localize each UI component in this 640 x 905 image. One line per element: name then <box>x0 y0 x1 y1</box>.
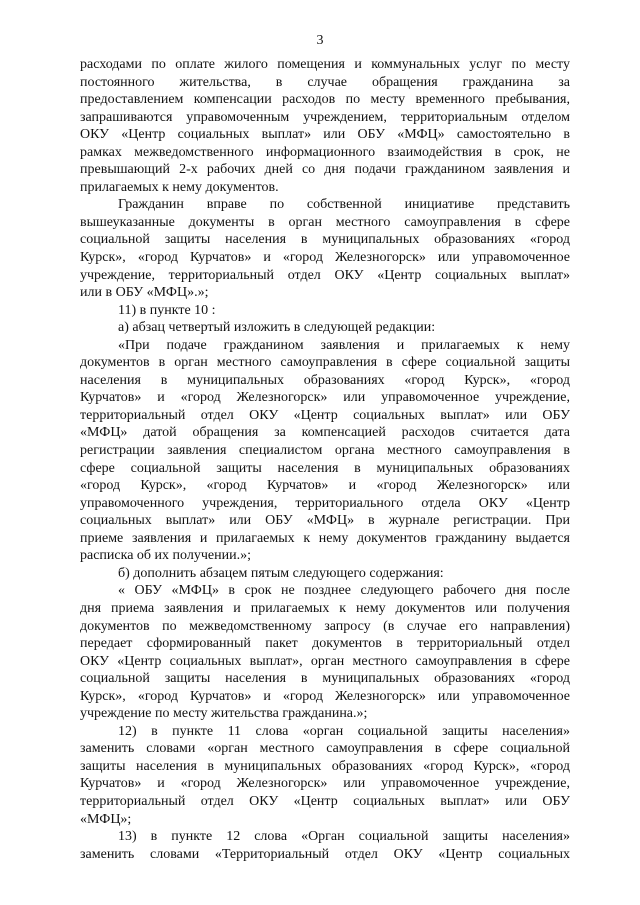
text-line: расписка об их получении.»; <box>80 548 251 564</box>
text-line: Курск», «город Курчатов» и «город Железногорск» или управомоченное <box>80 688 570 704</box>
text-line: или в ОБУ «МФЦ».»; <box>80 285 209 301</box>
text-line: заменить словами «орган местного самоуправления в сфере социальной <box>80 741 570 757</box>
text-line: «МФЦ» датой обращения за компенсацией расходов считается дата <box>80 425 570 441</box>
text-line: « ОБУ «МФЦ» в срок не позднее следующего рабочего дня после <box>118 583 570 599</box>
text-line: вышеуказанные документы в орган местного самоуправления в сфере <box>80 214 570 230</box>
text-line: заменить словами «Территориальный отдел ОКУ «Центр социальных <box>80 846 570 862</box>
text-line: документов по межведомственному запросу (в случае его направления) <box>80 618 570 634</box>
text-line: управомоченного учреждения, территориального отдела ОКУ «Центр <box>80 495 570 511</box>
text-line: защиты населения в муниципальных образованиях «город Курск», «город <box>80 758 570 774</box>
text-line: 13) в пункте 12 слова «Орган социальной защиты населения» <box>118 829 570 845</box>
text-line: передает сформированный пакет документов в территориальный отдел <box>80 636 570 652</box>
text-line: запрашиваются управомоченным учреждением, территориальным отделом <box>80 109 570 125</box>
text-line: социальной защиты населения в муниципальных образованиях «город <box>80 232 570 248</box>
document-body <box>80 56 570 863</box>
text-line: учреждение по месту жительства гражданина.»; <box>80 706 368 722</box>
text-line: дня приема заявления и прилагаемых к нему документов или получения <box>80 600 570 616</box>
text-line: «город Курск», «город Курчатов» и «город Железногорск» или <box>80 478 570 494</box>
text-line: превышающий 2-х рабочих дней со дня подачи гражданином заявления и <box>80 162 570 178</box>
text-line: рамках межведомственного информационного взаимодействия в срок, не <box>80 144 570 160</box>
text-line: Гражданин вправе по собственной инициативе представить <box>118 197 570 213</box>
text-line: ОКУ «Центр социальных выплат», орган местного самоуправления в сфере <box>80 653 570 669</box>
text-line: Курчатов» и «город Железногорск» или управомоченное учреждение, <box>80 390 570 406</box>
text-line: сфере социальной защиты населения в муниципальных образованиях <box>80 460 570 476</box>
text-line: б) дополнить абзацем пятым следующего содержания: <box>118 565 444 581</box>
text-line: территориальный отдел ОКУ «Центр социальных выплат» или ОБУ <box>80 793 570 809</box>
text-line: учреждение, территориальный отдел ОКУ «Центр социальных выплат» <box>80 267 570 283</box>
text-line: «МФЦ»; <box>80 811 132 827</box>
text-line: расходами по оплате жилого помещения и коммунальных услуг по месту <box>80 57 570 72</box>
text-line: регистрации заявления специалистом органа местного самоуправления в <box>80 443 570 459</box>
text-line: предоставлением компенсации расходов по месту временного пребывания, <box>80 92 570 108</box>
text-line: документов в орган местного самоуправления в сфере социальной защиты <box>80 355 570 371</box>
text-line: приеме заявления и прилагаемых к нему документов гражданину выдается <box>80 530 570 546</box>
text-line: «При подаче гражданином заявления и прилагаемых к нему <box>118 337 570 353</box>
text-line: постоянного жительства, в случае обращения гражданина за <box>80 74 570 90</box>
text-line: Курск», «город Курчатов» и «город Железногорск» или управомоченное <box>80 250 570 266</box>
text-line: социальной защиты населения в муниципальных образованиях «город <box>80 671 570 687</box>
text-line: территориальный отдел ОКУ «Центр социальных выплат» или ОБУ <box>80 407 570 423</box>
text-line: населения в муниципальных образованиях «город Курск», «город <box>80 372 570 388</box>
text-line: социальных выплат» или ОБУ «МФЦ» в журнале регистрации. При <box>80 513 570 529</box>
text-line: 12) в пункте 11 слова «орган социальной защиты населения» <box>118 723 570 739</box>
text-line: ОКУ «Центр социальных выплат» или ОБУ «МФЦ» самостоятельно в <box>80 127 570 143</box>
page-number: 3 <box>316 33 324 48</box>
text-line: Курчатов» и «город Железногорск» или управомоченное учреждение, <box>80 776 570 792</box>
text-line: 11) в пункте 10 : <box>118 302 216 318</box>
text-line: а) абзац четвертый изложить в следующей редакции: <box>118 320 436 336</box>
text-line: прилагаемых к нему документов. <box>80 179 279 195</box>
